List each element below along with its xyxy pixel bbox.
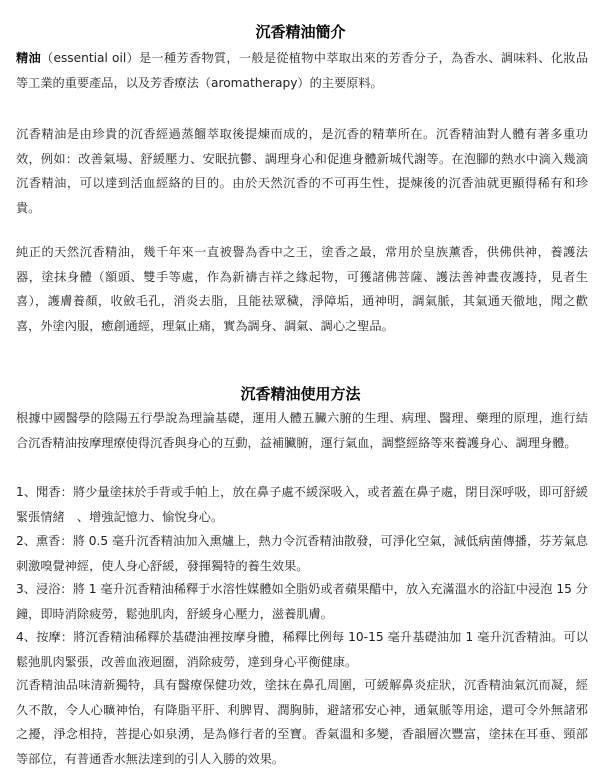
intro-paragraph (16, 46, 588, 95)
theory-paragraph: 根據中國醫學的陰陽五行學說為理論基礎，運用人體五臟六腑的生理、病理、醫理、藥理的原理，進行結合沉香精油按摩理療使得沉香與身心的互動，益補臟腑，運行氣血，調整經絡等來養護身心、調理身體。 (16, 411, 588, 450)
usage-item-bath: 3、浸浴：將 1 毫升沉香精油稀釋于水溶性媒體如全脂奶或者蘋果醋中，放入充滿溫水的浴缸中浸泡 15 分鐘，即時消除疲勞，鬆弛肌肉，舒緩身心壓力，滋養肌膚。 (16, 582, 588, 621)
intro-text: （essential oil）是一種芳香物質，一般是從植物中萃取出來的芳香分子，為香水、調味料、化妝品等工業的重要產品，以及芳香療法（aromatherapy）的主要原料。 (16, 51, 589, 90)
history-paragraph: 純正的天然沉香精油，幾千年來一直被譽為香中之王，塗香之最，常用於皇族薰香，供佛供神，養護法器，塗抹身體（額頭、雙手等處，作為新禱吉祥之緣起物，可獲諸佛菩薩、護法善神晝夜護持，見者生喜），護膚養顏，收斂毛孔，消炎去脂，且能祛眾穢，淨障垢，通神明，調氣脈，其氣通天徹地，聞之歡喜，外塗內服，癒創通經，理氣止痛，實為調身、調氣、調心之聖品。 (16, 245, 588, 333)
section-title-intro: 沉香精油簡介 (255, 23, 346, 41)
usage-item-massage: 4、按摩：將沉香精油稀釋於基礎油裡按摩身體，稀釋比例每 10-15 毫升基礎油加 1 毫升沉香精油。可以鬆弛肌肉緊張，改善血液迴圈，消除疲勞，達到身心平衡健康。 (16, 630, 588, 669)
benefits-paragraph: 沉香精油是由珍貴的沉香經過蒸餾萃取後提煉而成的，是沉香的精華所在。沉香精油對人體有著多重功效，例如：改善氣場、舒緩壓力、安眠抗鬱、調理身心和促進身體新城代謝等。在泡腳的熱水中滴入幾滴沉香精油，可以達到活血經絡的目的。由於天然沉香的不可再生性，提煉後的沉香油就更顯得稀有和珍貴。 (16, 127, 588, 215)
intro-term: 精油 (16, 51, 41, 65)
usage-item-smell: 1、聞香：將少量塗抹於手背或手帕上，放在鼻子處不緩深吸入，或者蓋在鼻子處，閉目深呼吸，即可舒緩緊張情緒 、增強記憶力、愉悅身心。 (16, 485, 588, 524)
usage-item-incense: 2、熏香：將 0.5 毫升沉香精油加入熏爐上，熱力令沉香精油散發，可淨化空氣，減低病菌傳播，芬芳氣息刺激嗅覺神經，使人身心舒緩，發揮獨特的養生效果。 (16, 534, 588, 573)
section-title-usage: 沉香精油使用方法 (240, 385, 361, 403)
closing-paragraph: 沉香精油品味清新獨特，具有醫療保健功效，塗抹在鼻孔周圍，可緩解鼻炎症狀，沉香精油氣沉而凝，經久不散，令人心曠神怡，有降脂平肝、利脾胃、潤胸肺，避諸邪安心神，通氣脈等用途，還可令外無諸邪之擾，淨念相持，菩提心如泉湧，是為修行者的至寶。香氣溫和多變，香韻層次豐富，塗抹在耳垂、頸部等部位，有普通香水無法達到的引人入勝的效果。 (16, 678, 588, 766)
